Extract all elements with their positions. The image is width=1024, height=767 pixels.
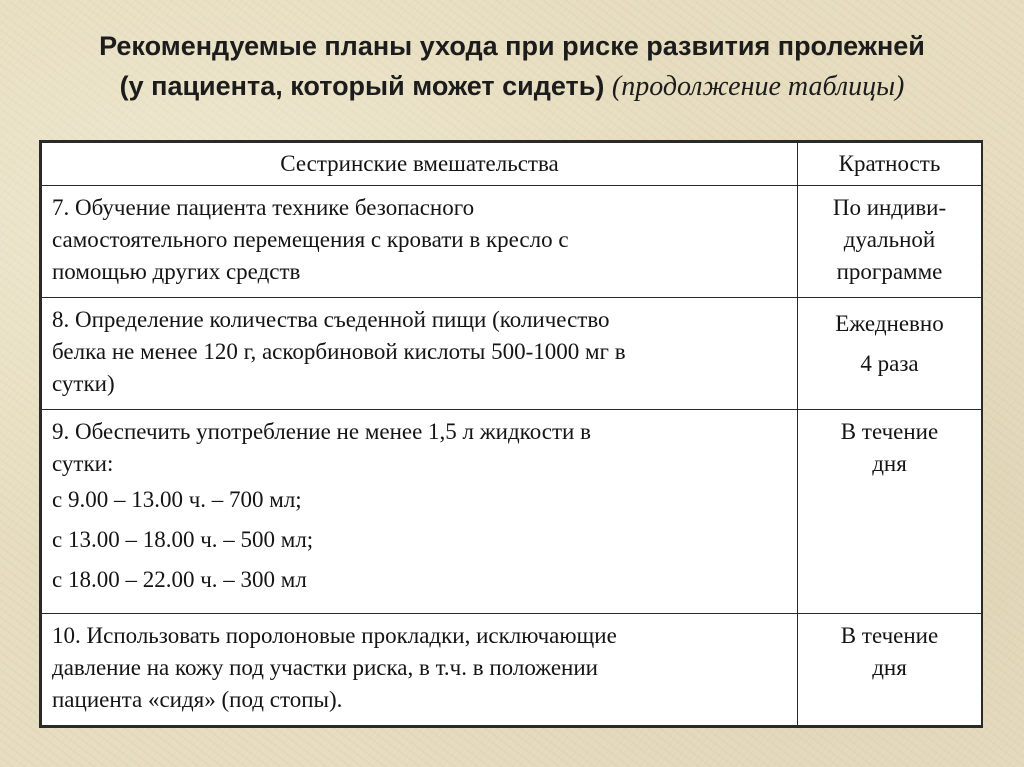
table-header-row xyxy=(42,143,982,186)
frequency-text-line: По индиви- xyxy=(832,195,947,220)
intervention-text-line: 7. Обучение пациента технике безопасного xyxy=(52,195,475,220)
intervention-text-line: 10. Использовать поролоновые прокладки, исключающие xyxy=(52,623,617,648)
intervention-text-line: помощью других средств xyxy=(52,259,301,284)
slide-title xyxy=(0,26,1024,107)
frequency-text-line: дня xyxy=(872,655,907,680)
frequency-cell xyxy=(798,298,982,410)
intervention-schedule-line: с 13.00 – 18.00 ч. – 500 мл; xyxy=(52,527,314,552)
header-interventions: Сестринские вмешательства xyxy=(42,143,798,186)
intervention-text-line: пациента «сидя» (под стопы). xyxy=(52,687,343,712)
intervention-text-line: сутки) xyxy=(52,371,115,396)
intervention-schedule-line: с 9.00 – 13.00 ч. – 700 мл; xyxy=(52,487,302,512)
table-row xyxy=(42,410,982,614)
slide-title-subtitle: (у пациента, который может сидеть) xyxy=(119,71,605,101)
table-row xyxy=(42,186,982,298)
intervention-text-line: давление на кожу под участки риска, в т.ч. в положении xyxy=(52,655,598,680)
header-frequency: Кратность xyxy=(798,143,982,186)
intervention-cell xyxy=(42,410,798,614)
frequency-cell xyxy=(798,186,982,298)
slide-title-continuation-note: (продолжение таблицы) xyxy=(611,71,905,102)
intervention-text-line: 8. Определение количества съеденной пищи (количество xyxy=(52,307,610,332)
frequency-text-line: Ежедневно xyxy=(835,311,944,336)
frequency-cell xyxy=(798,410,982,614)
frequency-text-line: дня xyxy=(872,451,907,476)
intervention-schedule-line: с 18.00 – 22.00 ч. – 300 мл xyxy=(52,567,307,592)
frequency-cell xyxy=(798,614,982,726)
intervention-text-line: 9. Обеспечить употребление не менее 1,5 л жидкости в xyxy=(52,419,591,444)
intervention-text-line: самостоятельного перемещения с кровати в кресло с xyxy=(52,227,569,252)
care-plan-table xyxy=(41,142,982,726)
care-plan-table-container xyxy=(39,140,983,728)
intervention-text-line: сутки: xyxy=(52,451,114,476)
frequency-text-line: программе xyxy=(836,259,943,284)
table-row xyxy=(42,614,982,726)
frequency-text-line: дуальной xyxy=(843,227,936,252)
table-row xyxy=(42,298,982,410)
intervention-cell xyxy=(42,186,798,298)
frequency-text-line: В течение xyxy=(840,419,939,444)
frequency-text-line: 4 раза xyxy=(860,351,919,376)
frequency-text-line: В течение xyxy=(840,623,939,648)
slide-title-line-2 xyxy=(0,66,1024,107)
intervention-text-line: белка не менее 120 г, аскорбиновой кислоты 500-1000 мг в xyxy=(52,339,626,364)
intervention-cell xyxy=(42,298,798,410)
intervention-cell xyxy=(42,614,798,726)
slide-title-line-1: Рекомендуемые планы ухода при риске развития пролежней xyxy=(99,31,925,61)
